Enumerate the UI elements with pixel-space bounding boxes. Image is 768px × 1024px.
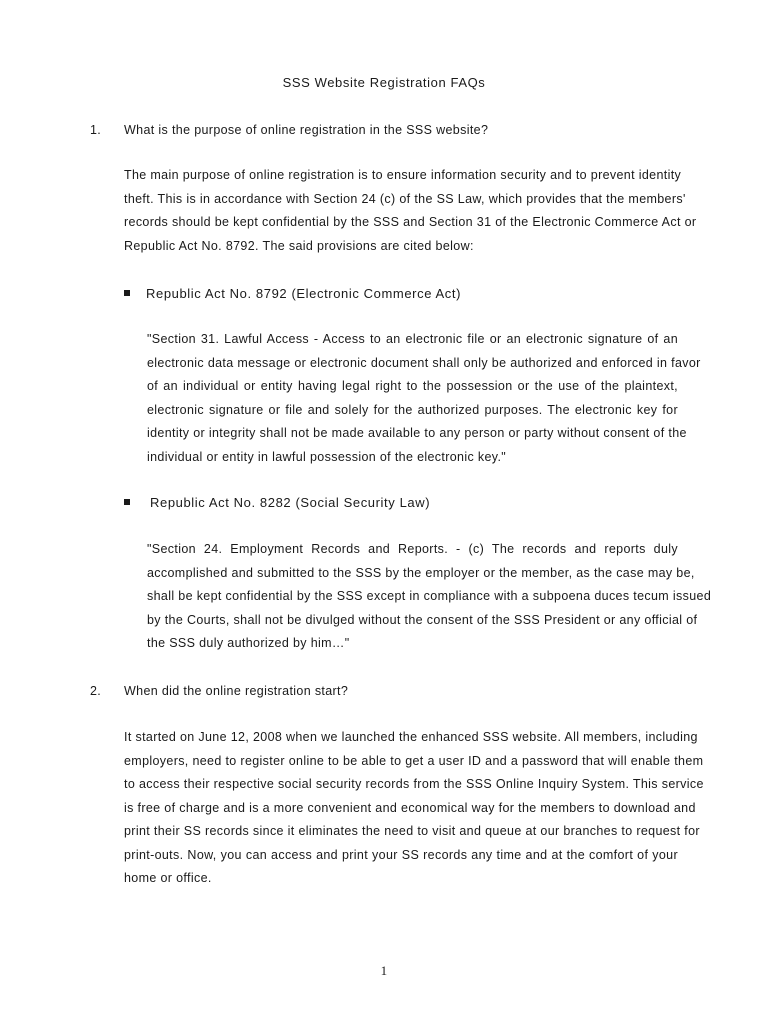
faq-question-2: [90, 682, 710, 700]
answer-line: employers, need to register online to be able to get a user ID and a password that will enable them: [124, 753, 704, 768]
citation-heading-text: Republic Act No. 8282 (Social Security Law): [150, 495, 431, 510]
answer-line: The main purpose of online registration is to ensure information security and to prevent identity: [124, 168, 682, 182]
quote-line: "Section 24. Employment Records and Reports. - (c) The records and reports duly: [147, 542, 678, 556]
citation-quote-ra8282: [147, 538, 712, 656]
answer-line: is free of charge and is a more convenient and economical way for the members to download and: [124, 800, 696, 815]
faq-answer-1: [124, 164, 697, 258]
quote-line: "Section 31. Lawful Access - Access to an electronic file or an electronic signature of an: [147, 332, 678, 346]
bullet-icon: [124, 499, 130, 505]
page-number: 1: [380, 963, 388, 978]
bullet-icon: [124, 290, 130, 296]
quote-line: individual or entity in lawful possession of the electronic key.": [147, 449, 507, 464]
citation-heading-ra8282: [124, 494, 678, 512]
faq-question-text: When did the online registration start?: [124, 684, 349, 698]
quote-line: shall be kept confidential by the SSS except in compliance with a subpoena duces tecum issued: [147, 589, 712, 603]
quote-line: accomplished and submitted to the SSS by the employer or the member, as the case may be,: [147, 565, 695, 580]
answer-line: theft. This is in accordance with Section 24 (c) of the SS Law, which provides that the members': [124, 191, 686, 206]
quote-line: electronic data message or electronic document shall only be authorized and enforced in favor: [147, 355, 701, 370]
answer-line: to access their respective social security records from the SSS Online Inquiry System. This service: [124, 777, 704, 791]
answer-line: print their SS records since it eliminates the need to visit and queue at our branches to request for: [124, 824, 700, 838]
faq-question-text: What is the purpose of online registration in the SSS website?: [124, 123, 489, 137]
faq-number: 1.: [90, 123, 102, 137]
document-title: SSS Website Registration FAQs: [282, 75, 486, 90]
quote-line: electronic signature or file and solely for the authorized purposes. The electronic key for: [147, 402, 678, 417]
quote-line: of an individual or entity having legal right to the possession or the use of the plaintext,: [147, 379, 678, 393]
faq-answer-2: [124, 726, 704, 891]
citation-heading-ra8792: [124, 285, 678, 303]
answer-line: It started on June 12, 2008 when we launched the enhanced SSS website. All members, including: [124, 730, 698, 744]
answer-line: Republic Act No. 8792. The said provisions are cited below:: [124, 238, 474, 253]
quote-line: the SSS duly authorized by him…": [147, 636, 350, 650]
answer-line: records should be kept confidential by the SSS and Section 31 of the Electronic Commerce Act or: [124, 215, 697, 229]
answer-line: home or office.: [124, 871, 212, 885]
quote-line: by the Courts, shall not be divulged without the consent of the SSS President or any official of: [147, 612, 698, 627]
answer-line: print-outs. Now, you can access and print your SS records any time and at the comfort of your: [124, 847, 678, 862]
faq-question-1: [90, 121, 710, 139]
quote-line: identity or integrity shall not be made available to any person or party without consent of the: [147, 426, 687, 440]
citation-quote-ra8792: [147, 328, 701, 469]
faq-number: 2.: [90, 684, 102, 698]
citation-heading-text: Republic Act No. 8792 (Electronic Commerce Act): [146, 286, 462, 301]
